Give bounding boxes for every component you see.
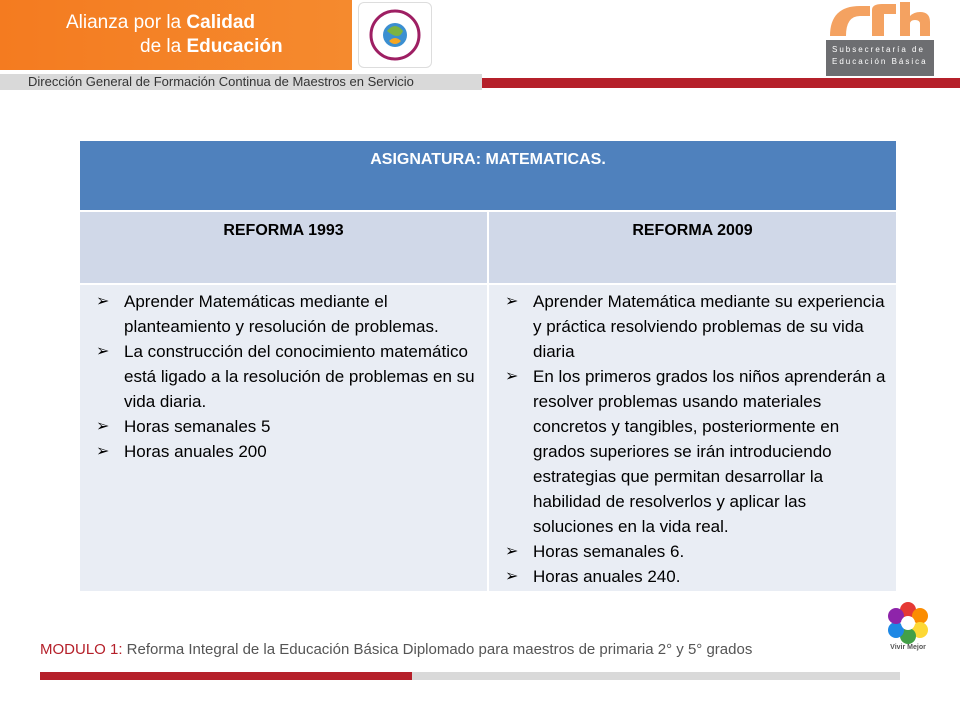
subsecretaria-line1: Subsecretaría de bbox=[832, 45, 925, 54]
subsecretaria-line2: Educación Básica bbox=[832, 57, 928, 66]
vivir-mejor-logo bbox=[882, 600, 934, 662]
reforma-1993-cell bbox=[80, 284, 488, 591]
list-item: ➢ La construcción del conocimiento matemático está ligado a la resolución de problemas en su vida diaria. bbox=[92, 339, 477, 414]
comparison-table-wrap bbox=[80, 141, 896, 591]
column-header-1993: REFORMA 1993 bbox=[80, 211, 488, 284]
arrow-bullet-icon: ➢ bbox=[505, 368, 519, 385]
list-item: ➢ Horas semanales 5 bbox=[92, 414, 477, 439]
reforma-2009-cell bbox=[488, 284, 896, 591]
sep-logo-icon bbox=[826, 0, 934, 40]
arrow-bullet-icon: ➢ bbox=[505, 543, 519, 560]
list-item: ➢ Horas anuales 240. bbox=[501, 564, 886, 589]
footer-bar bbox=[40, 672, 900, 680]
modulo-title: Reforma Integral de la Educación Básica bbox=[122, 641, 399, 658]
modulo-label: MODULO 1: bbox=[40, 641, 123, 658]
direccion-text: Dirección General de Formación Continua de Maestros en Servicio bbox=[28, 74, 414, 89]
arrow-bullet-icon: ➢ bbox=[96, 418, 110, 435]
direccion-bar bbox=[0, 70, 960, 94]
arrow-bullet-icon: ➢ bbox=[96, 293, 110, 310]
alianza-line1: Alianza por la Calidad bbox=[66, 12, 256, 33]
list-item: ➢ Horas semanales 6. bbox=[501, 539, 886, 564]
reforma-integral-seal-icon bbox=[358, 2, 432, 68]
comparison-table bbox=[80, 141, 896, 591]
footer-red-bar bbox=[40, 672, 412, 680]
arrow-bullet-icon: ➢ bbox=[505, 293, 519, 310]
list-item: ➢ Horas anuales 200 bbox=[92, 439, 477, 464]
alianza-banner bbox=[0, 0, 352, 70]
arrow-bullet-icon: ➢ bbox=[96, 443, 110, 460]
arrow-bullet-icon: ➢ bbox=[96, 343, 110, 360]
list-item: ➢ En los primeros grados los niños aprenderán a resolver problemas usando materiales concretos y tangibles, posteriormente en grados superiores se irán introduciendo estrategias que permitan desarrollar la habilidad de resolverlos y aplicar las soluciones en la vida real. bbox=[501, 364, 886, 539]
vivir-mejor-flower-icon bbox=[882, 600, 934, 644]
vivir-mejor-caption: Vivir Mejor bbox=[890, 644, 926, 651]
direccion-red-bar bbox=[482, 78, 960, 88]
diplomado-text: Diplomado para maestros de primaria 2° y 5° grados bbox=[398, 641, 753, 658]
list-item: ➢ Aprender Matemáticas mediante el planteamiento y resolución de problemas. bbox=[92, 289, 477, 339]
list-item: ➢ Aprender Matemática mediante su experiencia y práctica resolviendo problemas de su vida diaria bbox=[501, 289, 886, 364]
footer-module-text bbox=[40, 641, 752, 658]
alianza-line2: de la Educación bbox=[140, 36, 283, 57]
column-header-2009: REFORMA 2009 bbox=[488, 211, 896, 284]
arrow-bullet-icon: ➢ bbox=[505, 568, 519, 585]
reforma-2009-list bbox=[501, 289, 886, 589]
table-title: ASIGNATURA: MATEMATICAS. bbox=[80, 141, 896, 211]
reforma-1993-list bbox=[92, 289, 477, 464]
